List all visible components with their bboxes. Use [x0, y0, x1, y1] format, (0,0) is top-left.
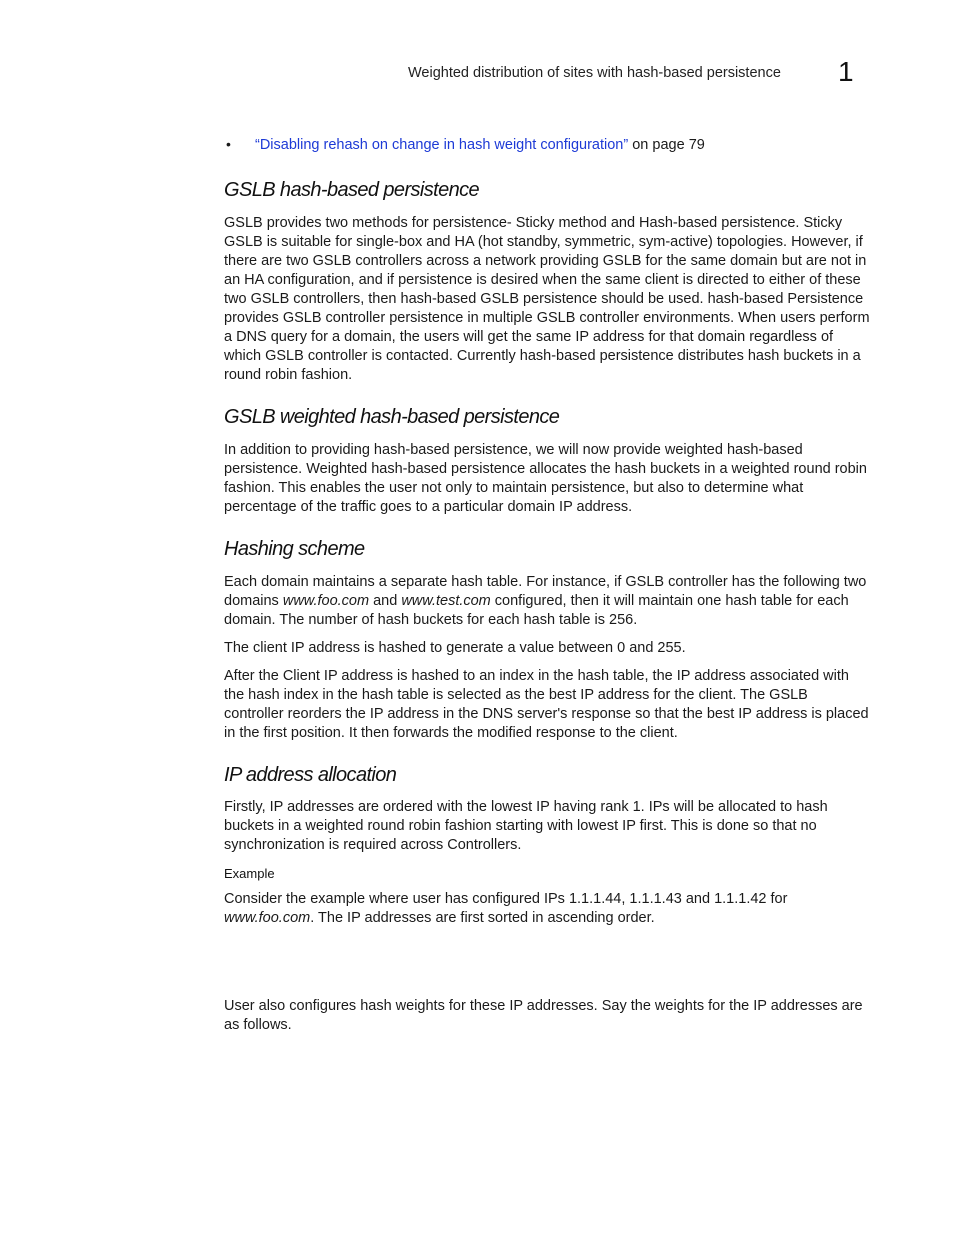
text-run: configured, then it will maintain one hash table for each domain. The number of hash buckets for each hash table is 256. — [224, 593, 849, 628]
page-content — [224, 132, 870, 1035]
page-reference: on page 79 — [628, 137, 705, 153]
bullet-dot-icon: • — [226, 136, 231, 152]
bullet-text — [255, 136, 705, 155]
text-run: and — [369, 593, 402, 609]
text-run: Each domain maintains a separate hash table. For instance, if GSLB controller has the following two domains — [224, 574, 867, 609]
heading-gslb-weighted-hash-based-persistence: GSLB weighted hash-based persistence — [224, 406, 560, 428]
heading-gslb-hash-based-persistence: GSLB hash-based persistence — [224, 179, 480, 201]
paragraph-gslb-hash: GSLB provides two methods for persistence- Sticky method and Hash-based persistence. Sticky GSLB is suitable for single-box and HA (hot standby, symmetric, sym-active) topologies. However, if there are two GSLB controllers across a network providing GSLB for the same domain but are not in an HA configuration, and if persistence is desired when the same client is directed to either of these two GSLB controllers, then hash-based GSLB persistence should be used. hash-based Persistence provides GSLB controller persistence in multiple GSLB controller environments. When users perform a DNS query for a domain, the users will get the same IP address for that domain regardless of which GSLB controller is contacted. Currently hash-based persistence distributes hash buckets in a round robin fashion. — [224, 215, 870, 383]
paragraph-hashing-1 — [224, 573, 870, 630]
domain-name: www.foo.com — [224, 910, 311, 926]
bullet-item — [224, 135, 870, 155]
running-header-title: Weighted distribution of sites with hash-based persistence — [408, 65, 781, 81]
text-run: Consider the example where user has configured IPs 1.1.1.44, 1.1.1.43 and 1.1.1.42 for — [224, 891, 788, 907]
paragraph-gslb-weighted: In addition to providing hash-based persistence, we will now provide weighted hash-based persistence. Weighted hash-based persistence allocates the hash buckets in a weighted round robin fashion. This enables the user not only to maintain persistence, but also to determine what percentage of the traffic goes to a particular domain IP address. — [224, 442, 867, 515]
domain-name: www.foo.com — [282, 593, 370, 609]
paragraph-hashing-3: After the Client IP address is hashed to an index in the hash table, the IP address associated with the hash index in the hash table is selected as the best IP address for the client. The GSLB controller reorders the IP address in the DNS server's response so that the best IP address is placed in the first position. It then forwards the modified response to the client. — [224, 668, 869, 741]
example-label: Example — [224, 866, 275, 881]
paragraph-hashing-2: The client IP address is hashed to generate a value between 0 and 255. — [224, 640, 686, 656]
paragraph-ip-alloc-2 — [224, 890, 870, 928]
domain-name: www.test.com — [401, 593, 491, 609]
heading-ip-address-allocation: IP address allocation — [224, 764, 397, 786]
text-run: . The IP addresses are first sorted in ascending order. — [310, 910, 655, 926]
heading-hashing-scheme: Hashing scheme — [224, 538, 365, 560]
paragraph-ip-alloc-3: User also configures hash weights for these IP addresses. Say the weights for the IP addresses are as follows. — [224, 998, 863, 1033]
cross-reference-link[interactable]: “Disabling rehash on change in hash weight configuration” — [255, 137, 629, 153]
paragraph-ip-alloc-1: Firstly, IP addresses are ordered with the lowest IP having rank 1. IPs will be allocated to hash buckets in a weighted round robin fashion starting with lowest IP first. This is done so that no synchronization is required across Controllers. — [224, 799, 828, 853]
chapter-number: 1 — [838, 56, 854, 87]
